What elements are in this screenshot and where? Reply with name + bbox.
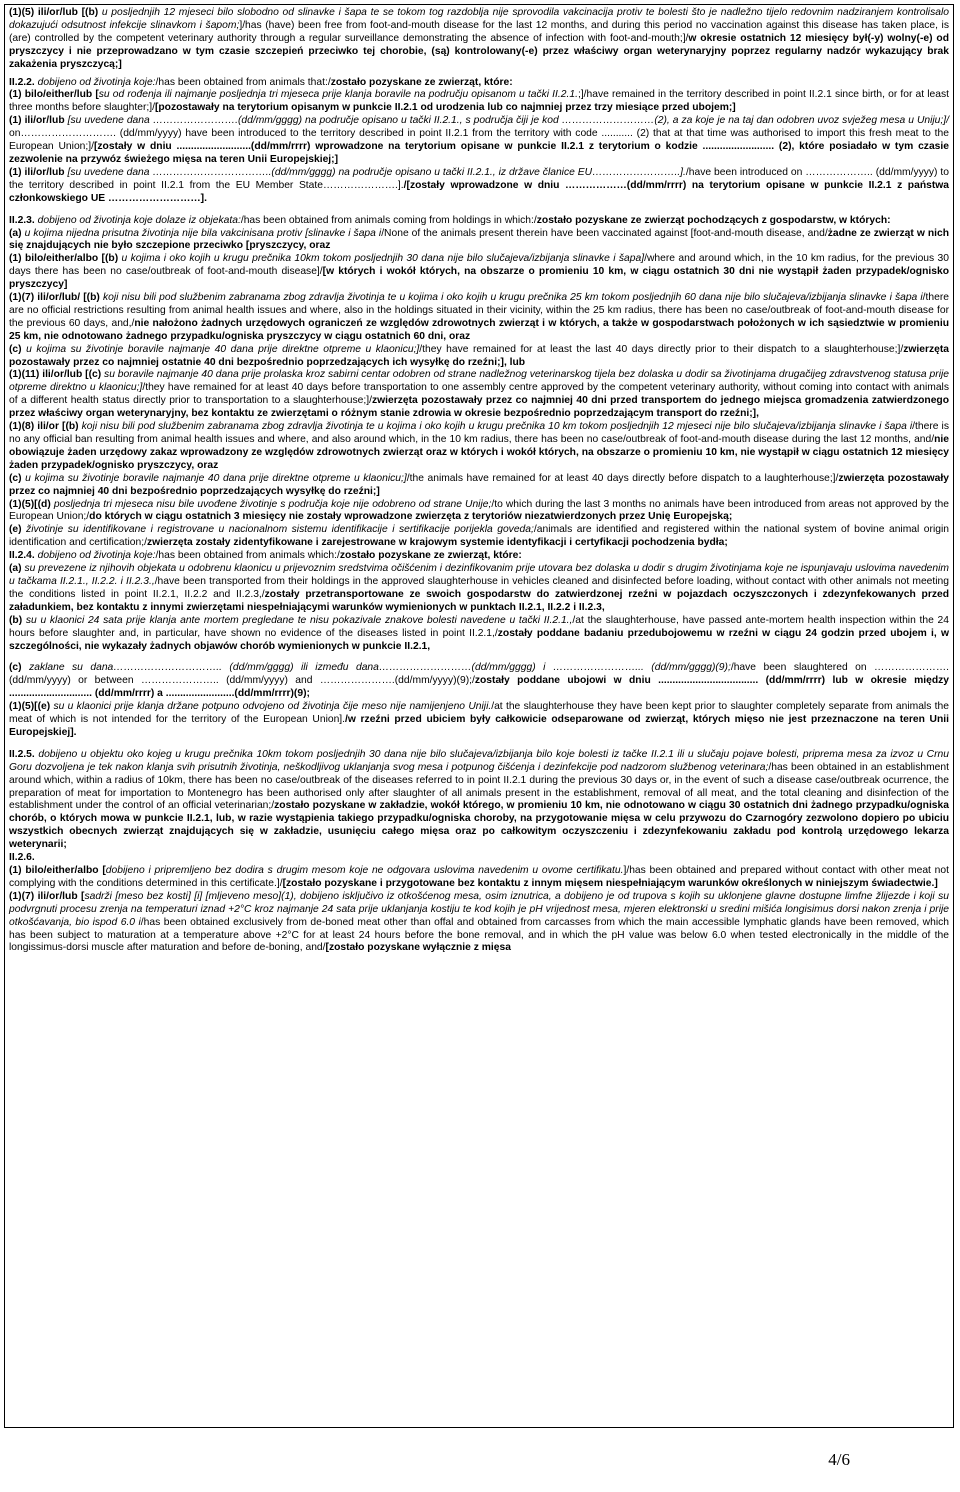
para-ii-2-6-option-7 [9,891,949,956]
text-pl: [zostało pozyskane wyłącznie z mięsa [325,942,511,954]
label: II.2.2. [9,76,38,88]
text-pl: żadne ze zwierząt w nich się znajdujących nie było szczepione przeciwko [pryszczycy, oraz [9,227,949,252]
text-en: ;]/have remained in the territory described in point II.2.1 since birth, or for at least three months before slaughter;]/ [9,89,949,114]
label: (1)(5)[(d) [9,498,54,510]
para-ii-2-3-c-40-days [9,473,949,499]
text-en: /have been slaughtered on …………………. (dd/mm/yyyy) or between ………………….. (dd/mm/yyyy) and ………………….(dd/mm/yyyy)(9);/ [9,662,949,687]
label: (c) [9,662,30,674]
text-bs: u posljednjih 12 mjeseci bilo slobodno od slinavke i šapa te se tokom tog razdoblja nije sprovodila vakcinacija protiv te bolesti što je nadležno tijelo redovnim nadziranjem kontrolisalo dokazujući odsutnost infekcije slinavkom i šapom; [9,7,949,31]
text-bs: koji nisu bili pod službenim zabranama zbog zdravlja životinja te u kojima i oko kojih u krugu prečnika 10 km tokom posljednjih 12 mjeseci nije bilo slučajeva/izbijanja slinavke i šapa i [81,421,913,433]
text-bs: životinje su identifikovane i registrovane u nacionalnom sistemu identifikacije i sertifikacije porijekla goveda; [26,524,534,536]
label: II.2.6. [9,852,35,864]
text-bs: su boravile najmanje 40 dana prije prolaska kroz sabirni centar odobren od strane nadležnog veterinarskog tijela bez dolaska u dodir sa životinjama drugačijeg zdravstvenog statusa prije otpreme direktno u klaonicu;] [9,369,949,394]
text-en: /have been transported from their holdings in the approved slaughterhouse in vehicles cleaned and disinfected before loading, without contact with other animals not meeting the conditions listed in point II.2.1, II.2.2 and II.2.3,/ [9,575,949,600]
text-pl: [pozostawały na terytorium opisanym w punkcie II.2.1 od urodzenia lub co najmniej przez trzy miesiące przed ubojem;] [154,102,736,114]
para-ii-2-3-a [9,228,949,254]
text-bs: koji nisu bili pod službenim zabranama zbog zdravlja životinja te u kojima i oko kojih u krugu prečnika 25 km tokom posljednjih 60 dana nije bilo slučajeva/izbijanja slinavke i šapa i [102,292,923,304]
text-en: /they have remained for at least 40 days before transportation to one assembly centre approved by the competent veterinary authority, without coming into contact with animals of a different health status directly prior to transportation to a slaughterhouse;]/ [9,382,949,407]
label: (1) bilo/either/albo [(b) [9,253,122,265]
para-ii-2-3-b-option-8 [9,421,949,473]
text-en: /they have remained for at least the last 40 days directly prior to their dispatch to a slaughterhouse;]/ [419,343,904,355]
text-pl: /[zostały wprowadzone w dniu ………………(dd/mm/rrrr) na terytorium opisane w punkcie II.2.1 z państwa członkowskiego UE ………………………]. [9,179,949,204]
label: (1) ili/or/lub [9,166,68,178]
para-ii-2-4-c [9,662,949,701]
label: (c) [9,343,27,355]
label: (1)(8) ili/or [(b) [9,421,82,433]
text-bs: su od rođenja ili najmanje posljednja tri mjeseca prije klanja boravile na području opisanom u tački II.2.1. [98,89,578,101]
label: (b) [9,614,26,626]
text-pl: nie obowiązuje żaden urzędowy zakaz wprowadzony ze względów zdrowotnych zwierząt oraz w których i wokół których, na obszarze o promieniu 10 km, nie wystąpił w ciągu ostatnich 12 miesięcy żaden przypadek/ognisko pryszczycy, oraz [9,434,949,471]
text-bs: posljednja tri mjeseca nisu bile uvođene životinje s područja koje nije odobreno od strane Unije; [53,498,492,510]
text-bs: su u klaonici prije klanja držane potpuno odvojeno od životinja čije meso nije namijenjeno Uniji. [53,701,492,713]
label: (e) [9,524,27,536]
label: II.2.4. [9,550,38,562]
text-pl: zostały przetransportowane ze swoich gospodarstw do zatwierdzonej rzeźni w pojazdach oczyszczonych i zdezynfekowanych przed załadunkiem, bez kontaktu z innymi zwierzętami niespełniającymi warunków wymienionych w punktach II.2.1, II.2.2 i II.2.3, [9,588,949,613]
text-en: /has been obtained in an establishment around which, within a radius of 10km, there has been no case/outbreak of the diseases referred to in point II.2.1 during the previous 30 days or, in the event of such a disease case/outbreak ocurrence, the preparation of meat for importation to Montenegro has been authorised only after slaughter of all animals present in the establishment, removal of all meat, and the total cleaning and disinfection of the establishment under the control of an official veterinarian;/ [9,761,949,812]
label: (1)(7) ili/or/lub/ [(b) [9,292,103,304]
text-bs: dobijeno od životinja koje: [37,550,156,562]
label: (1)(11) ili/or/lub [(c) [9,369,105,381]
text-bs: u kojima su životinje boravile najmanje 40 dana prije direktne otpreme u klaonicu;] [25,472,407,484]
label: II.2.3. [9,214,38,226]
text-pl: /w rzeźni przed ubiciem były całkowicie odseparowane od zwierząt, których mięso nie jest przeznaczone na teren Unii Europejskiej]. [9,714,949,738]
para-ii-2-2-option-a [9,89,949,115]
para-ii-2-3-c [9,344,949,370]
text-bs: su u klaonici 24 sata prije klanja ante mortem pregledane te nisu pokazivale znakove bolesti navedene u tački II.2.1., [25,614,573,626]
text-bs: [su uvedene dana …………………….(dd/mm/gggg) na područje opisano u tački II.2.1., s područja čiji je kod ………………………(2), a za koje je na taj dan odobren uvoz svježeg mesa u Uniju;]/ [67,115,949,127]
label: (1) bilo/either/lub [ [9,89,99,101]
label: (1) bilo/either/albo [ [9,865,106,876]
label: (a) [9,227,25,239]
para-ii-2-5 [9,749,949,852]
text-bs: [su uvedene dana ……………………………..(dd/mm/gggg) na područje opisano u tački II.2.1., iz države članice EU……………………..]. [67,166,686,178]
text-en: ]/has been obtained and prepared without contact with other meat not complying with the conditions determined in this certificate.]/ [9,865,949,889]
para-ii-2-3-e [9,524,949,550]
text-en: /has been obtained from animals that:/ [155,76,331,88]
text-bs: zaklane su dana………………………….. (dd/mm/gggg) ili između dana………………………(dd/mm/gggg) i ……………………... (dd/mm/gggg)(9); [29,662,731,674]
text-en: /animals are identified and registered within the national system of bovine animal origin identification and certification;/ [9,524,949,549]
text-pl: zwierzęta pozostawały przez co najmniej 40 dni przed transportem do jednego miejsca gromadzenia zatwierdzonego przez właściwy organ weterynaryjny, bez kontaktu ze zwierzętami o różnym stanie zdrowia w okresie bezpośrednio poprzedzającym transport do rzeźni;], [9,395,949,420]
para-ii-2-4-e [9,701,949,740]
para-ii-2-3-b-option-1 [9,253,949,292]
para-ii-2-6-option-1 [9,865,949,891]
heading-ii-2-4 [9,550,949,563]
text-en: /has been obtained exclusively from de-boned meat other than offal and obtained from carcasses from which the main accessible lymphatic glands have been removed, which has been subject to maturation at a temperature above +2°C for at least 24 hours before the bone removal, and in which the pH value was below 6.0 when tested electronically in the middle of the longissimus-dorsi muscle after maturation and before de-boning, and/ [9,916,949,954]
text-en: /have been introduced on ……………….. (dd/mm/yyyy) to the territory described in point II.2.1 from the EU Member State………………….]. [9,166,950,191]
para-ii-2-2-option-c [9,167,949,206]
text-pl: zwierzęta pozostawały przez co najmniej ostatnie 40 dni bezpośrednio poprzedzających ich wysyłkę do rzeźni;], lub [9,343,950,368]
text-en: /has been obtained from animals which:/ [155,550,340,562]
heading-ii-2-2 [9,77,949,90]
text-en: /to which during the last 3 months no animals have been introduced from areas not approved by the European Union;/ [9,498,949,523]
text-en: /at the slaughterhouse they have been kept prior to slaughter completely separate from animals the meat of which is not intended for the territory of the European Union]. [9,701,949,726]
text-pl: zwierzęta zostały zidentyfikowane i zarejestrowane w krajowym systemie identyfikacji i certyfikacji pochodzenia bydła; [146,537,728,549]
text-pl: zostały poddane badaniu przedubojowemu w rzeźni w ciągu 24 godzin przed ubojem i, w szczególności, nie wykazały żadnych objawów chorób wymienionych w punkcie II.2.1, [9,627,950,652]
text-bs: dobijeno od životinja koje dolaze iz objekata: [37,214,241,226]
para-ii-2-3-c-option-11 [9,369,949,421]
text-en: /where and around which, in the 10 km radius, for the previous 30 days there has been no case/outbreak of foot-and-mouth disease]/ [9,253,950,278]
label: (c) [9,472,26,484]
heading-ii-2-6 [9,852,949,865]
text-pl: zostało pozyskane ze zwierząt pochodzących z gospodarstw, w których: [536,214,891,226]
para-ii-2-3-b-option-2 [9,292,949,344]
text-pl: [zostało pozyskane i przygotowane bez kontaktu z innym mięsem niespełniającym warunków określonych w niniejszym świadectwie.] [282,877,938,889]
label: (1)(5) ili/or/lub [(b) [9,7,102,18]
text-pl: [zostały w dniu ..........................(dd/mm/rrrr) wprowadzone na terytorium opisane w punkcie II.2.1 z terytorium o kodzie ......................... (2), które posiadało w tym czasie zezwolenie na przywóz świeżego mięsa na teren Unii Europejskiej;] [9,141,949,165]
text-bs: u kojima i oko kojih u krugu prečnika 10km tokom posljednjih 30 dana nije bilo slučajeva/izbijanja slinavke i šapa] [121,253,645,265]
text-en: ]/has (have) been free from foot-and-mouth disease for the last 12 months, and during this period no vaccination against this disease has taken place, is (are) controlled by the competent veterinary authority through a regular surveillance demonstrating the absence of infection with foot-and-mouth;]/ [9,19,949,44]
text-pl: [w których i wokół których, na obszarze o promieniu 10 km, w ciągu ostatnich 30 dni nie wystąpił żaden przypadek/ognisko pryszczycy] [9,266,949,291]
certificate-page-frame [4,4,954,1428]
text-bs: u kojima nijedna prisutna životinja nije bila vakcinisana protiv [slinavke i šapa i [24,227,382,239]
text-en: /there are no official restrictions resulting from animal health issues and where, also in the holdings situated in their vicinity, within the 25 km radius, there has been no case/outbreak of foot-and-mouth disease for the previous 60 days, and,/ [9,292,950,329]
text-pl: w okresie ostatnich 12 miesięcy był(-y) wolny(-e) od pryszczycy i nie przeprowadzano w tym czasie szczepień przeciwko tej chorobie, (są) kontrolowany(-e) przez właściwy organ weterynaryjny poprzez regularny nadzór wykazujący brak zakażenia pryszczycą;] [9,32,949,70]
para-ii-2-4-b [9,615,949,654]
text-pl: do których w ciągu ostatnich 3 miesięcy nie zostały wprowadzone zwierzęta z terytoriów niezatwierdzonych przez Unię Europejską; [89,511,733,523]
para-1-5-free-from-fmd [9,7,949,72]
label: (1)(5)[(e) [9,701,54,713]
text-bs: dobijeno i pripremljeno bez dodira s drugim mesom koje ne odgovara uslovima navedenim u ovome certifikatu. [105,865,624,876]
para-ii-2-2-option-b [9,115,949,167]
text-pl: zostało pozyskane ze zwierząt, które: [330,76,513,88]
label: (1) ili/or/lub [9,115,68,127]
text-bs: su prevezene iz njihovih objekata u odobrenu klaonicu u prijevoznim sredstvima očišćenim i dezinfikovanim prije utovara bez dolaska u dodir s drugim životinjama koje ne ispunjavaju uslovima navedenim u tačkama II.2.1., II.2.2. i II.2.3., [9,563,949,587]
text-pl: zostało pozyskane w zakładzie, wokół którego, w promieniu 10 km, nie odnotowano w ciągu 30 ostatnich dni żadnego przypadku/ogniska chorób, o których mowa w punkcie II.2.1, lub, w razie wystąpienia takiego przypadku/ogniska choroby, na przygotowanie mięsa w celu przywozu do Czarnogóry zezwolono dopiero po ubiciu wszystkich obecnych zwierząt znajdujących się w zakładzie, usunięciu całego mięsa oraz po całkowitym oczyszczeniu i zdezynfekowaniu zakładu pod kontrolą urzędowego lekarza weterynarii; [9,800,949,851]
text-bs: u kojima su životinje boravile najmanje 40 dana prije direktne otpreme u klaonicu;] [26,343,420,355]
text-en: /at the slaughterhouse, have passed ante-mortem health inspection within the 24 hours before slaughter and, in particular, have shown no evidence of the diseases listed in point II.2.1,/ [9,614,950,639]
text-pl: zostały poddane ubojowi w dniu ................................... (dd/mm/rrrr) lub w okresie między ............................. (dd/mm/rrrr) a ........................(dd/mm/rrrr)(9); [9,675,949,700]
label: II.2.5. [9,748,39,760]
text-pl: nie nałożono żadnych urzędowych ograniczeń ze względów zdrowotnych zwierząt i w których, a także w gospodarstwach położonych w ich sąsiedztwie w promieniu 25 km, nie odnotowano żadnego przypadku/ogniska pryszczycy w ciągu ostatnich 60 dni, oraz [9,317,949,342]
text-en: /None of the animals present therein have been vaccinated against [foot-and-mouth disease, and/ [381,227,828,239]
text-bs: dobijeno od životinja koje: [37,76,156,88]
text-en: /the animals have remained for at least 40 days directly before dispatch to a laughterhouse;]/ [406,472,839,484]
text-pl: zostało pozyskane ze zwierząt, które: [339,550,522,562]
text-en: /there is no any official ban resulting from animal health issues and where, and also around which, in the 10 km radius, there has been no case/outbreak of foot-and-mouth disease during the last 12 months, and/ [9,421,949,445]
label: (1)(7) ili/or/lub [ [9,890,85,902]
page-number: 4/6 [828,1450,850,1469]
text-pl: zwierzęta pozostawały przez co najmniej 40 dni bezpośrednio poprzedzających wysyłkę do rzeźni;] [9,472,949,497]
text-en: on………………………. (dd/mm/yyyy) have been introduced to the territory described in point II.2.1 from the territory with code ........... (2) that at that time was authorised to import this fresh meat to the European Union;]/ [9,128,949,153]
heading-ii-2-3 [9,215,949,228]
text-bs: dobijeno u objektu oko kojeg u krugu prečnika 10km tokom posljednjih 30 dana nije bilo slučajeva/izbijanja bilo koje bolesti iz tačke II.2.1 ili u slučaju pojave bolesti, priprema mesa za izvoz u Crnu Goru dozvoljena je tek nakon klanja svih prisutnih životinja, neškodljivog uklanjanja svog mesa i potpunog čišćenja i dezinfekcije pod nadzorom službenog veterinara; [9,748,949,773]
para-ii-2-4-a [9,563,949,615]
text-en: /has been obtained from animals coming from holdings in which:/ [240,214,537,226]
label: (a) [9,563,25,575]
text-bs: sadrži [meso bez kosti] [i] [mljeveno meso](1), dobijeno isključivo iz otkošćenog mesa, osim iznutrica, a dobijeno je od trupova s kojih su uklonjene glavne dostupne limfne žlijezde i koji su podvrgnuti procesu zrenja na temperaturi iznad +2°C kroz najmanje 24 sata prije uklanjanja kostiju te kod kojih je pH vrijednost mesa, mjeren elektronski u sredini mišića longisimus dorsi nakon zrenja i prije otkošćavanja, bio ispod 6.0 i [9,890,949,928]
para-ii-2-3-d [9,499,949,525]
